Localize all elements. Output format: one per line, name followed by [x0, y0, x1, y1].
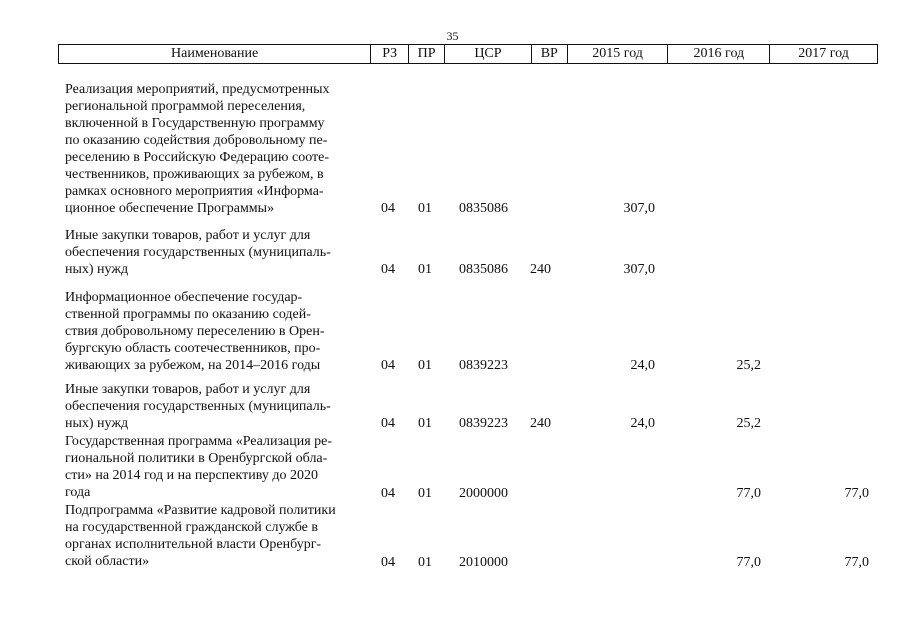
row-rz: 04 [381, 358, 395, 373]
row-pr: 01 [418, 262, 432, 277]
row-csr: 0835086 [459, 262, 508, 277]
row-pr: 01 [418, 486, 432, 501]
row-name: Реализация мероприятий, предусмотренных региональной программой переселения, включенной в Государственную программу по оказанию содействия добровольному пе- реселению в Российскую Федерацию соотe- чественников, проживающих за рубежом, в рамках основного мероприятия «Информа- ционное обеспечение Программы» [65, 82, 330, 216]
row-name: Подпрограмма «Развитие кадровой политики на государственной гражданской службе в органах исполнительной власти Оренбург- ской области» [65, 503, 336, 569]
row-2016: 77,0 [736, 555, 761, 570]
row-name: Информационное обеспечение государ- ственной программы по оказанию содей- ствия добровольному переселению в Орен- бургскую область соотечественников, про- живающих за рубежом, на 2014–2016 годы [65, 290, 325, 373]
header-2015: 2015 год [568, 45, 669, 63]
row-pr: 01 [418, 358, 432, 373]
row-2017: 77,0 [844, 555, 869, 570]
page-number: 35 [446, 29, 459, 43]
row-vr: 240 [530, 262, 551, 277]
header-2016: 2016 год [668, 45, 770, 63]
row-csr: 2000000 [459, 486, 508, 501]
row-rz: 04 [381, 486, 395, 501]
row-csr: 0839223 [459, 416, 508, 431]
row-name: Иные закупки товаров, работ и услуг для обеспечения государственных (муниципаль- ных) нужд [65, 228, 331, 277]
row-rz: 04 [381, 201, 395, 216]
row-2016: 25,2 [736, 358, 761, 373]
row-rz: 04 [381, 262, 395, 277]
row-2016: 77,0 [736, 486, 761, 501]
row-pr: 01 [418, 555, 432, 570]
row-name: Государственная программа «Реализация ре- гиональной политики в Оренбургской обла- сти» на 2014 год и на перспективу до 2020 года [65, 434, 333, 500]
header-name: Наименование [59, 45, 371, 63]
row-2015: 307,0 [623, 201, 655, 216]
row-pr: 01 [418, 416, 432, 431]
row-rz: 04 [381, 555, 395, 570]
header-vr: ВР [532, 45, 568, 63]
row-csr: 0835086 [459, 201, 508, 216]
row-2015: 24,0 [630, 416, 655, 431]
header-csr: ЦСР [445, 45, 532, 63]
row-2016: 25,2 [736, 416, 761, 431]
row-2015: 24,0 [630, 358, 655, 373]
row-vr: 240 [530, 416, 551, 431]
row-pr: 01 [418, 201, 432, 216]
row-rz: 04 [381, 416, 395, 431]
row-csr: 2010000 [459, 555, 508, 570]
header-2017: 2017 год [798, 46, 849, 61]
header-rz: РЗ [371, 45, 409, 63]
row-2017: 77,0 [844, 486, 869, 501]
row-2015: 307,0 [623, 262, 655, 277]
header-pr: ПР [409, 45, 445, 63]
row-csr: 0839223 [459, 358, 508, 373]
row-name: Иные закупки товаров, работ и услуг для обеспечения государственных (муниципаль- ных) нужд [65, 382, 331, 431]
